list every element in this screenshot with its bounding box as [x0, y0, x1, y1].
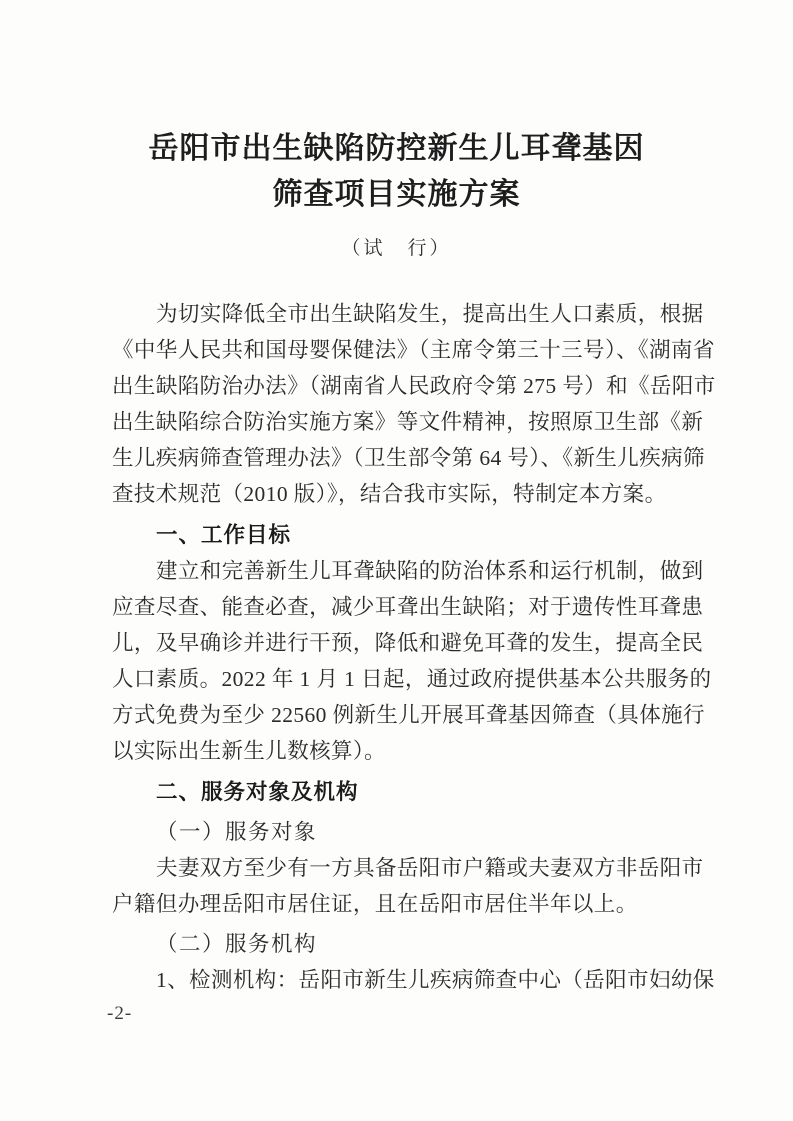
document-line-subheading: （一）服务对象	[156, 820, 318, 844]
document-line-body-indent: 为切实降低全市出生缺陷发生，提高出生人口素质，根据	[156, 302, 704, 326]
document-title-block	[60, 126, 733, 260]
document-title-line-2: 筛查项目实施方案	[272, 178, 521, 211]
document-line-body: 以实际出生新生儿数核算）。	[112, 739, 386, 763]
document-title-line-1: 岳阳市出生缺陷防控新生儿耳聋基因	[148, 132, 645, 165]
document-line-body-indent: 夫妻双方至少有一方具备岳阳市户籍或夫妻双方非岳阳市	[156, 856, 704, 880]
document-line-body: 出生缺陷综合防治实施方案》等文件精神，按照原卫生部《新	[112, 410, 704, 434]
page-number: -2-	[107, 1003, 133, 1024]
document-line-body: 方式免费为至少 22560 例新生儿开展耳聋基因筛查（具体施行	[112, 703, 705, 727]
document-line-body: 《中华人民共和国母婴保健法》（主席令第三十三号）、《湖南省	[112, 338, 715, 362]
document-line-body-indent: 建立和完善新生儿耳聋缺陷的防治体系和运行机制，做到	[156, 559, 704, 583]
document-line-heading: 二、服务对象及机构	[156, 780, 359, 804]
document-line-body-indent: 1、检测机构：岳阳市新生儿疾病筛查中心（岳阳市妇幼保	[156, 968, 715, 992]
document-line-body: 人口素质。2022 年 1 月 1 日起，通过政府提供基本公共服务的	[112, 667, 712, 691]
document-line-body: 应查尽查、能查必查，减少耳聋出生缺陷；对于遗传性耳聋患	[112, 595, 704, 619]
document-body	[112, 296, 716, 998]
document-line-body: 查技术规范（2010 版）》，结合我市实际，特制定本方案。	[112, 482, 667, 506]
document-line-body: 出生缺陷防治办法》（湖南省人民政府令第 275 号）和《岳阳市	[112, 374, 716, 398]
document-line-subheading: （二）服务机构	[156, 932, 318, 956]
document-subtitle: （试 行）	[341, 238, 452, 259]
document-line-heading: 一、工作目标	[156, 523, 292, 547]
document-line-body: 儿，及早确诊并进行干预，降低和避免耳聋的发生，提高全民	[112, 631, 704, 655]
document-line-body: 户籍但办理岳阳市居住证，且在岳阳市居住半年以上。	[112, 892, 638, 916]
document-line-body: 生儿疾病筛查管理办法》（卫生部令第 64 号）、《新生儿疾病筛	[112, 446, 705, 470]
